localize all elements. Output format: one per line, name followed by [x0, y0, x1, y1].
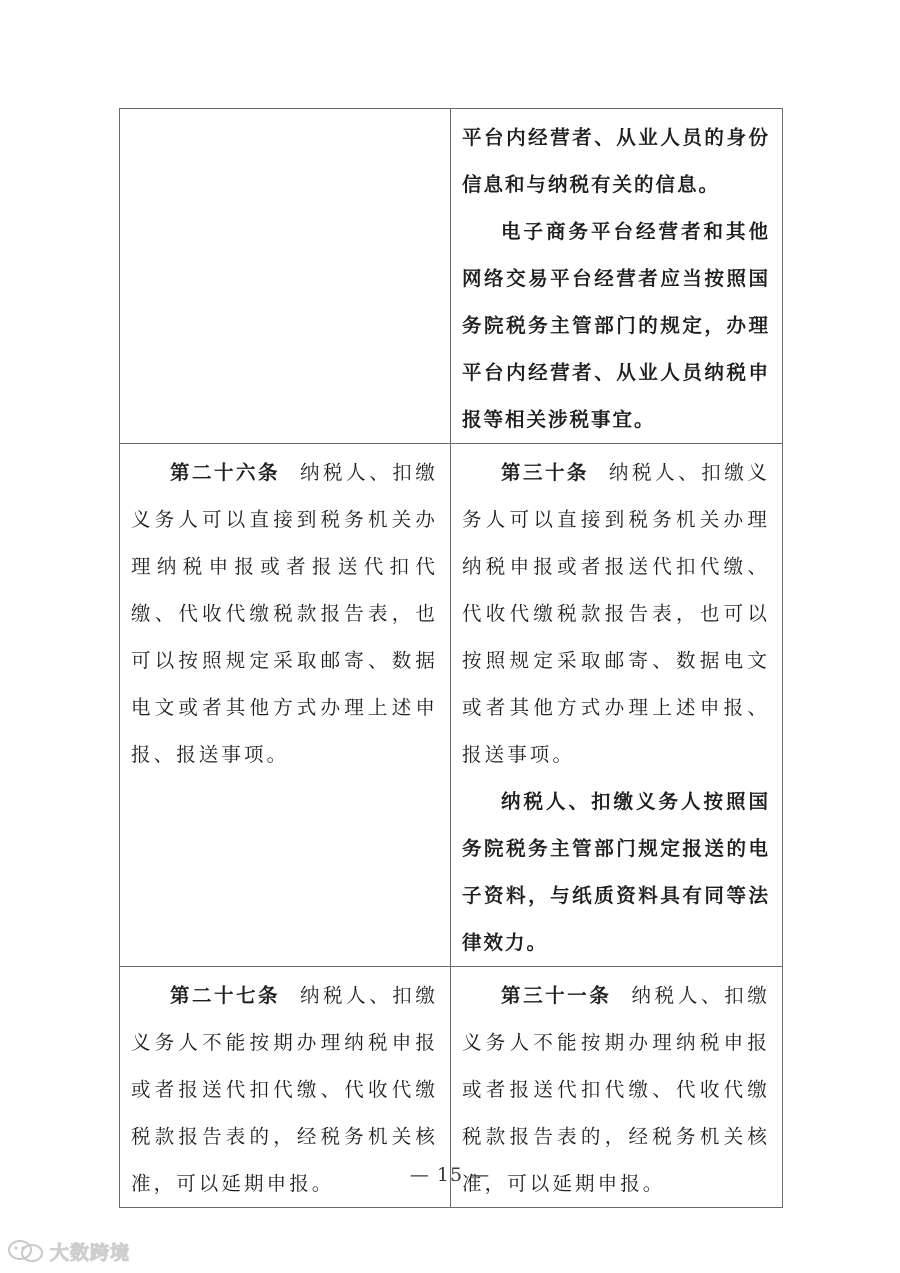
watermark [6, 1236, 130, 1266]
article-text: 纳税人、扣缴义务人可以直接到税务机关办理纳税申报或者报送代扣代缴、代收代缴税款报告表，也可以按照规定采取邮寄、数据电文或者其他方式办理上述申报、报送事项。 [131, 461, 438, 766]
original-text-cell [120, 444, 451, 967]
provision-paragraph: 平台内经营者、从业人员的身份信息和与纳税有关的信息。 [462, 126, 770, 196]
watermark-text: 大数跨境 [50, 1241, 131, 1264]
table-row [120, 109, 783, 444]
provision-paragraph: 纳税人、扣缴义务人按照国务院税务主管部门规定报送的电子资料，与纸质资料具有同等法律效力。 [462, 790, 770, 954]
original-text-cell [120, 109, 451, 444]
article-number: 第三十条 [501, 461, 589, 484]
wechat-bubble-icon [6, 1239, 46, 1263]
comparison-table [119, 108, 783, 1208]
article-number: 第二十六条 [170, 461, 280, 484]
article-number: 第二十七条 [170, 984, 280, 1007]
page-number: — 15 — [409, 1164, 491, 1186]
revised-text-cell [451, 444, 783, 967]
article-text: 纳税人、扣缴义务人不能按期办理纳税申报或者报送代扣代缴、代收代缴税款报告表的，经税务机关核准，可以延期申报。 [131, 984, 438, 1195]
article-text: 纳税人、扣缴义务人可以直接到税务机关办理纳税申报或者报送代扣代缴、代收代缴税款报告表，也可以按照规定采取邮寄、数据电文或者其他方式办理上述申报、报送事项。 [462, 461, 770, 766]
provision-paragraph: 电子商务平台经营者和其他网络交易平台经营者应当按照国务院税务主管部门的规定，办理平台内经营者、从业人员纳税申报等相关涉税事宜。 [462, 220, 770, 431]
table-row [120, 444, 783, 967]
article-number: 第三十一条 [501, 984, 612, 1007]
article-text: 纳税人、扣缴义务人不能按期办理纳税申报或者报送代扣代缴、代收代缴税款报告表的，经税务机关核准，可以延期申报。 [462, 984, 770, 1195]
provision-paragraph [462, 449, 770, 778]
provision-paragraph [131, 449, 438, 778]
revised-text-cell [451, 109, 783, 444]
